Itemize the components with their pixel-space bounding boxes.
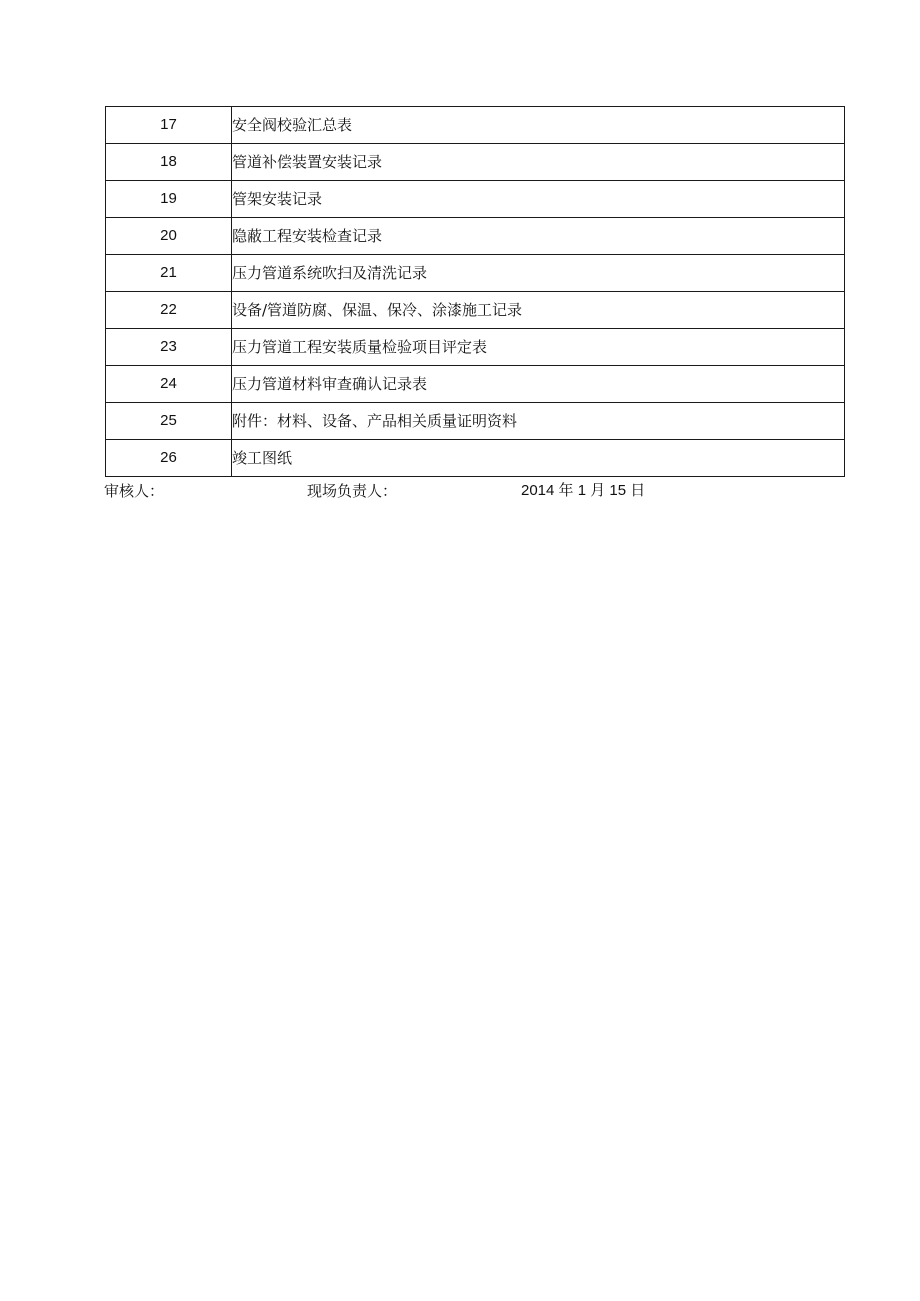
record-index-table (105, 106, 845, 477)
reviewer-label: 审核人： (104, 482, 165, 500)
record-name: 压力管道材料审查确认记录表 (232, 366, 845, 403)
record-name: 压力管道系统吹扫及清洗记录 (232, 255, 845, 292)
table-row (106, 366, 845, 403)
signature-footer (0, 480, 920, 502)
row-number: 17 (106, 107, 232, 144)
row-number: 20 (106, 218, 232, 255)
table-row (106, 292, 845, 329)
record-table-body (106, 107, 845, 477)
record-name: 附件：材料、设备、产品相关质量证明资料 (232, 403, 845, 440)
record-name: 安全阀校验汇总表 (232, 107, 845, 144)
record-name: 竣工图纸 (232, 440, 845, 477)
table-row (106, 181, 845, 218)
row-number: 23 (106, 329, 232, 366)
record-name: 管道补偿装置安装记录 (232, 144, 845, 181)
table-row (106, 403, 845, 440)
table-row (106, 440, 845, 477)
site-manager-label: 现场负责人： (307, 482, 398, 500)
row-number: 24 (106, 366, 232, 403)
row-number: 25 (106, 403, 232, 440)
record-name: 设备/管道防腐、保温、保冷、涂漆施工记录 (232, 292, 845, 329)
row-number: 21 (106, 255, 232, 292)
row-number: 19 (106, 181, 232, 218)
row-number: 18 (106, 144, 232, 181)
table-row (106, 107, 845, 144)
table-row (106, 255, 845, 292)
document-date: 2014 年 1 月 15 日 (521, 482, 646, 499)
table-row (106, 144, 845, 181)
row-number: 22 (106, 292, 232, 329)
table-row (106, 218, 845, 255)
record-name: 压力管道工程安装质量检验项目评定表 (232, 329, 845, 366)
row-number: 26 (106, 440, 232, 477)
table-row (106, 329, 845, 366)
record-name: 管架安装记录 (232, 181, 845, 218)
record-name: 隐蔽工程安装检查记录 (232, 218, 845, 255)
